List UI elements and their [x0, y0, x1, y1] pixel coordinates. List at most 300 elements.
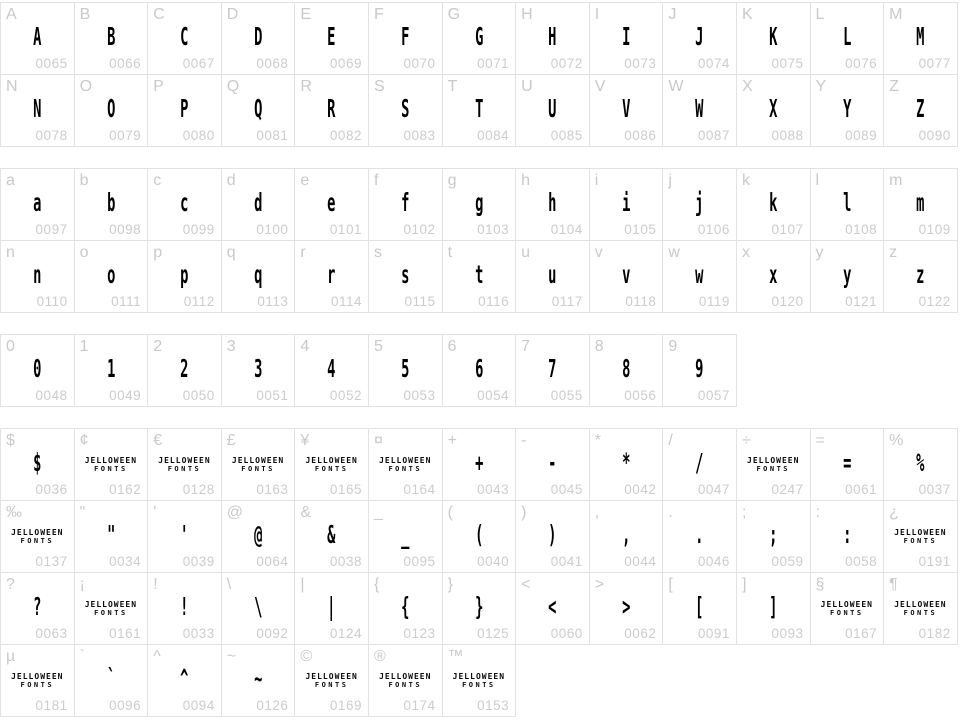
char-cell	[516, 169, 590, 241]
cell-char-label: <	[521, 576, 531, 593]
char-code: 0077	[918, 56, 951, 71]
char-cell	[148, 645, 222, 717]
cell-char-label: ¤	[373, 432, 383, 449]
cell-char-label: ©	[300, 648, 313, 665]
cell-char-label: n	[6, 244, 15, 261]
char-cell	[222, 169, 296, 241]
cell-char-label: l	[815, 172, 820, 189]
char-cell	[443, 3, 517, 75]
char-cell	[295, 169, 369, 241]
cell-char-label: D	[226, 6, 239, 23]
placeholder-brand-line2: FONTS	[314, 680, 349, 689]
glyph-preview: W	[695, 94, 704, 123]
cell-char-label: u	[521, 244, 531, 261]
char-cell	[222, 3, 296, 75]
char-cell	[222, 645, 296, 717]
cell-char-label: C	[153, 6, 165, 23]
char-cell	[295, 75, 369, 147]
glyph-preview: .	[695, 520, 704, 549]
char-cell	[369, 501, 443, 573]
cell-char-label: ?	[6, 576, 15, 593]
char-cell	[75, 3, 149, 75]
glyph-preview: ,	[621, 520, 631, 549]
char-code: 0163	[256, 482, 289, 497]
placeholder-brand-line2: FONTS	[167, 464, 202, 473]
char-code: 0061	[845, 482, 878, 497]
cell-char-label: k	[741, 172, 750, 189]
char-code: 0108	[845, 222, 878, 237]
char-cell	[884, 573, 958, 645]
placeholder-brand-line2: FONTS	[314, 464, 349, 473]
char-row	[1, 335, 737, 407]
char-cell	[75, 501, 149, 573]
glyph-preview: i	[621, 188, 631, 217]
glyph-preview: '	[180, 520, 189, 549]
cell-char-label: d	[226, 172, 236, 189]
char-cell	[811, 169, 885, 241]
cell-char-label: v	[594, 244, 603, 261]
char-code: 0080	[182, 128, 215, 143]
char-cell	[663, 169, 737, 241]
cell-char-label: s	[373, 244, 382, 261]
char-cell	[737, 501, 811, 573]
char-code: 0095	[403, 554, 436, 569]
char-code: 0044	[624, 554, 657, 569]
char-code: 0052	[329, 388, 362, 403]
cell-char-label: 2	[153, 338, 163, 355]
placeholder-brand-line2: FONTS	[20, 680, 55, 689]
char-code: 0068	[256, 56, 289, 71]
char-code: 0124	[329, 626, 362, 641]
cell-char-label: "	[79, 504, 86, 521]
placeholder-brand-line1: JELLOWEEN	[747, 455, 800, 465]
char-cell	[295, 501, 369, 573]
char-cell	[222, 75, 296, 147]
char-cell	[75, 429, 149, 501]
cell-char-label: T	[447, 78, 458, 95]
cell-char-label: j	[668, 172, 672, 189]
glyph-preview: ]	[769, 592, 778, 621]
char-cell	[1, 3, 75, 75]
placeholder-brand-line1: JELLOWEEN	[84, 599, 138, 609]
cell-char-label: Q	[226, 78, 240, 95]
char-row	[1, 501, 958, 573]
char-code: 0109	[918, 222, 951, 237]
cell-char-label: w	[668, 244, 680, 261]
cell-char-label: \	[226, 576, 232, 593]
char-code: 0153	[477, 698, 510, 713]
char-code: 0126	[256, 698, 289, 713]
char-code: 0092	[256, 626, 289, 641]
glyph-preview: l	[842, 188, 851, 217]
cell-char-label: h	[521, 172, 531, 189]
char-cell	[884, 75, 958, 147]
char-code: 0247	[771, 482, 804, 497]
glyph-preview: |	[327, 592, 336, 621]
cell-char-label: z	[889, 244, 898, 261]
char-code: 0059	[771, 554, 804, 569]
cell-char-label: J	[668, 6, 677, 23]
glyph-preview: Z	[916, 94, 925, 123]
glyph-preview: B	[106, 22, 116, 51]
char-code: 0137	[35, 554, 68, 569]
glyph-preview: E	[327, 22, 336, 51]
char-code: 0118	[625, 294, 657, 309]
placeholder-brand-line1: JELLOWEEN	[231, 455, 285, 465]
char-cell	[369, 645, 443, 717]
char-code: 0039	[182, 554, 215, 569]
char-cell	[369, 573, 443, 645]
glyph-preview: j	[695, 188, 704, 217]
glyph-preview: =	[842, 448, 851, 477]
char-cell	[148, 501, 222, 573]
glyph-preview: <	[548, 592, 557, 621]
char-code: 0181	[35, 698, 68, 713]
char-code: 0110	[36, 294, 68, 309]
char-cell	[443, 501, 517, 573]
char-cell	[443, 645, 517, 717]
cell-char-label: ,	[594, 504, 600, 521]
char-code: 0086	[624, 128, 657, 143]
placeholder-brand-line2: FONTS	[756, 464, 791, 473]
char-cell	[222, 335, 296, 407]
cell-char-label: %	[889, 432, 904, 449]
char-cell	[148, 335, 222, 407]
char-cell	[516, 75, 590, 147]
cell-char-label: [	[668, 576, 673, 593]
char-code: 0125	[477, 626, 510, 641]
char-code: 0094	[182, 698, 215, 713]
char-code: 0055	[550, 388, 583, 403]
char-code: 0054	[477, 388, 510, 403]
glyph-preview: P	[180, 94, 189, 123]
char-cell	[1, 573, 75, 645]
placeholder-brand-line2: FONTS	[20, 536, 55, 545]
cell-char-label: ¥	[300, 432, 310, 449]
char-code: 0060	[550, 626, 583, 641]
cell-char-label: X	[741, 78, 753, 95]
char-cell	[443, 75, 517, 147]
placeholder-brand-line1: JELLOWEEN	[305, 671, 358, 681]
glyph-preview: 4	[327, 354, 336, 383]
cell-char-label: ^	[153, 648, 161, 665]
glyph-preview: g	[474, 188, 484, 217]
glyph-preview: 6	[474, 354, 484, 383]
char-code: 0120	[771, 294, 804, 309]
glyph-preview: S	[401, 94, 410, 123]
char-code: 0164	[403, 482, 436, 497]
char-cell	[590, 573, 664, 645]
cell-char-label: P	[153, 78, 164, 95]
glyph-preview: Y	[842, 94, 851, 123]
glyph-preview: 3	[253, 354, 263, 383]
section-symbols	[0, 428, 958, 717]
char-code: 0162	[109, 482, 142, 497]
char-cell	[811, 3, 885, 75]
char-row	[1, 573, 958, 645]
char-cell	[443, 169, 517, 241]
glyph-preview: V	[621, 94, 631, 123]
char-cell	[369, 169, 443, 241]
char-cell	[663, 573, 737, 645]
char-cell	[590, 169, 664, 241]
char-code: 0062	[624, 626, 657, 641]
char-cell	[737, 75, 811, 147]
glyph-preview: O	[106, 94, 116, 123]
char-code: 0048	[35, 388, 68, 403]
cell-char-label: V	[594, 78, 606, 95]
char-cell	[295, 645, 369, 717]
placeholder-brand-line1: JELLOWEEN	[379, 671, 432, 681]
char-code: 0114	[330, 294, 362, 309]
cell-char-label: W	[668, 78, 684, 95]
char-code: 0167	[845, 626, 878, 641]
glyph-preview: $	[33, 448, 42, 477]
cell-char-label: I	[594, 6, 600, 23]
char-code: 0057	[697, 388, 730, 403]
cell-char-label: y	[815, 244, 824, 261]
cell-char-label: L	[815, 6, 825, 23]
cell-char-label: K	[741, 6, 753, 23]
cell-char-label: 4	[300, 338, 310, 355]
glyph-preview: f	[401, 188, 410, 217]
placeholder-brand-line2: FONTS	[388, 680, 423, 689]
char-code: 0075	[771, 56, 804, 71]
cell-char-label: E	[300, 6, 312, 23]
char-code: 0121	[845, 294, 878, 309]
glyph-preview: \	[253, 592, 263, 621]
cell-char-label: b	[79, 172, 89, 189]
char-cell	[516, 3, 590, 75]
glyph-preview: A	[33, 22, 42, 51]
char-code: 0182	[918, 626, 951, 641]
cell-char-label: ]	[741, 576, 747, 593]
char-cell	[884, 241, 958, 313]
char-code: 0104	[550, 222, 583, 237]
cell-char-label: :	[815, 504, 820, 521]
placeholder-brand-line1: JELLOWEEN	[84, 455, 138, 465]
glyph-preview: C	[180, 22, 189, 51]
cell-char-label: A	[6, 6, 17, 23]
glyph-preview: U	[548, 94, 557, 123]
char-cell	[516, 335, 590, 407]
char-cell	[663, 335, 737, 407]
char-cell	[590, 501, 664, 573]
cell-char-label: ~	[226, 648, 237, 665]
glyph-preview: d	[253, 188, 263, 217]
cell-char-label: p	[153, 244, 163, 261]
glyph-preview: w	[695, 260, 704, 289]
glyph-preview: ?	[33, 592, 42, 621]
char-code: 0046	[697, 554, 730, 569]
char-cell	[516, 429, 590, 501]
char-cell	[811, 241, 885, 313]
char-code: 0099	[182, 222, 215, 237]
char-code: 0074	[697, 56, 730, 71]
glyph-preview: I	[621, 22, 631, 51]
glyph-preview: M	[916, 22, 925, 51]
char-cell	[1, 501, 75, 573]
char-code: 0073	[624, 56, 657, 71]
char-cell	[443, 335, 517, 407]
cell-char-label: ™	[447, 648, 464, 665]
char-row	[1, 3, 958, 75]
char-code: 0106	[697, 222, 730, 237]
placeholder-brand-line2: FONTS	[388, 464, 423, 473]
cell-char-label: -	[521, 432, 527, 449]
cell-char-label: q	[226, 244, 236, 261]
glyph-preview: )	[548, 520, 557, 549]
char-cell	[75, 645, 149, 717]
char-cell	[737, 573, 811, 645]
placeholder-brand-line2: FONTS	[830, 608, 864, 617]
glyph-preview: ~	[253, 664, 263, 693]
char-code: 0067	[182, 56, 215, 71]
glyph-preview: b	[106, 188, 116, 217]
cell-char-label: /	[668, 432, 673, 449]
glyph-preview: 0	[33, 354, 42, 383]
char-code: 0191	[918, 554, 951, 569]
placeholder-brand-line1: JELLOWEEN	[452, 671, 506, 681]
char-cell	[811, 573, 885, 645]
char-code: 0071	[477, 56, 510, 71]
char-code: 0034	[109, 554, 142, 569]
char-code: 0097	[35, 222, 68, 237]
cell-char-label: >	[594, 576, 605, 593]
cell-char-label: @	[226, 504, 244, 521]
char-code: 0038	[329, 554, 362, 569]
char-cell	[148, 169, 222, 241]
char-code: 0033	[182, 626, 215, 641]
cell-char-label: 6	[447, 338, 457, 355]
cell-char-label: a	[6, 172, 15, 189]
char-code: 0161	[109, 626, 142, 641]
char-code: 0087	[697, 128, 730, 143]
cell-char-label: {	[373, 576, 380, 593]
glyph-preview: c	[180, 188, 189, 217]
char-code: 0105	[624, 222, 657, 237]
cell-char-label: Y	[815, 78, 827, 95]
section-lowercase	[0, 168, 958, 313]
char-cell	[148, 75, 222, 147]
cell-char-label: f	[373, 172, 379, 189]
char-code: 0056	[624, 388, 657, 403]
char-cell	[811, 429, 885, 501]
placeholder-brand-line2: FONTS	[903, 536, 938, 545]
char-cell	[75, 335, 149, 407]
glyph-preview: x	[769, 260, 778, 289]
char-code: 0047	[697, 482, 730, 497]
cell-char-label: $	[6, 432, 15, 449]
char-cell	[590, 429, 664, 501]
char-code: 0041	[550, 554, 583, 569]
char-cell	[590, 241, 664, 313]
glyph-preview: @	[253, 520, 263, 549]
placeholder-brand-line1: JELLOWEEN	[820, 599, 873, 609]
glyph-preview: k	[769, 188, 778, 217]
char-code: 0083	[403, 128, 436, 143]
cell-char-label: µ	[6, 648, 16, 665]
char-cell	[222, 501, 296, 573]
cell-char-label: F	[373, 6, 384, 23]
cell-char-label: =	[815, 432, 825, 449]
char-cell	[737, 3, 811, 75]
char-cell	[295, 429, 369, 501]
char-code: 0037	[918, 482, 951, 497]
glyph-preview: N	[33, 94, 42, 123]
char-cell	[663, 241, 737, 313]
char-cell	[443, 429, 517, 501]
cell-char-label: ¢	[79, 432, 89, 449]
char-code: 0090	[918, 128, 951, 143]
cell-char-label: 0	[6, 338, 15, 355]
cell-char-label: ;	[741, 504, 747, 521]
cell-char-label: O	[79, 78, 93, 95]
char-cell	[148, 3, 222, 75]
char-code: 0051	[256, 388, 289, 403]
char-cell	[1, 75, 75, 147]
cell-char-label: e	[300, 172, 310, 189]
char-code: 0049	[109, 388, 142, 403]
char-cell	[1, 169, 75, 241]
cell-char-label: 9	[668, 338, 678, 355]
cell-char-label: R	[300, 78, 312, 95]
char-cell	[884, 429, 958, 501]
glyph-preview: 2	[180, 354, 189, 383]
char-cell	[737, 429, 811, 501]
char-code: 0036	[35, 482, 68, 497]
placeholder-brand-line1: JELLOWEEN	[11, 671, 64, 681]
cell-char-label: €	[153, 432, 163, 449]
char-cell	[811, 501, 885, 573]
char-cell	[369, 429, 443, 501]
glyph-preview: X	[769, 94, 778, 123]
glyph-preview: *	[621, 448, 631, 477]
char-code: 0050	[182, 388, 215, 403]
char-code: 0101	[329, 222, 362, 237]
glyph-preview: [	[695, 592, 704, 621]
cell-char-label: i	[594, 172, 599, 189]
placeholder-brand-line2: FONTS	[903, 608, 938, 617]
char-cell	[663, 501, 737, 573]
char-code: 0043	[477, 482, 510, 497]
cell-char-label: U	[521, 78, 533, 95]
glyph-preview: %	[916, 448, 925, 477]
char-cell	[590, 3, 664, 75]
glyph-preview: :	[842, 520, 851, 549]
glyph-preview: t	[474, 260, 484, 289]
glyph-preview: D	[253, 22, 263, 51]
char-code: 0165	[329, 482, 362, 497]
char-code: 0091	[697, 626, 730, 641]
char-code: 0100	[256, 222, 289, 237]
char-code: 0063	[35, 626, 68, 641]
char-code: 0045	[550, 482, 583, 497]
char-code: 0042	[624, 482, 657, 497]
glyph-preview: 1	[106, 354, 116, 383]
glyph-preview: -	[548, 448, 557, 477]
cell-char-label: `	[79, 648, 85, 665]
cell-char-label: ¿	[889, 504, 899, 521]
char-code: 0072	[550, 56, 583, 71]
char-cell	[295, 573, 369, 645]
glyph-preview: ^	[180, 664, 189, 693]
char-code: 0079	[109, 128, 142, 143]
char-cell	[295, 335, 369, 407]
glyph-preview: `	[106, 664, 116, 693]
glyph-preview: J	[695, 22, 704, 51]
char-code: 0115	[404, 294, 436, 309]
